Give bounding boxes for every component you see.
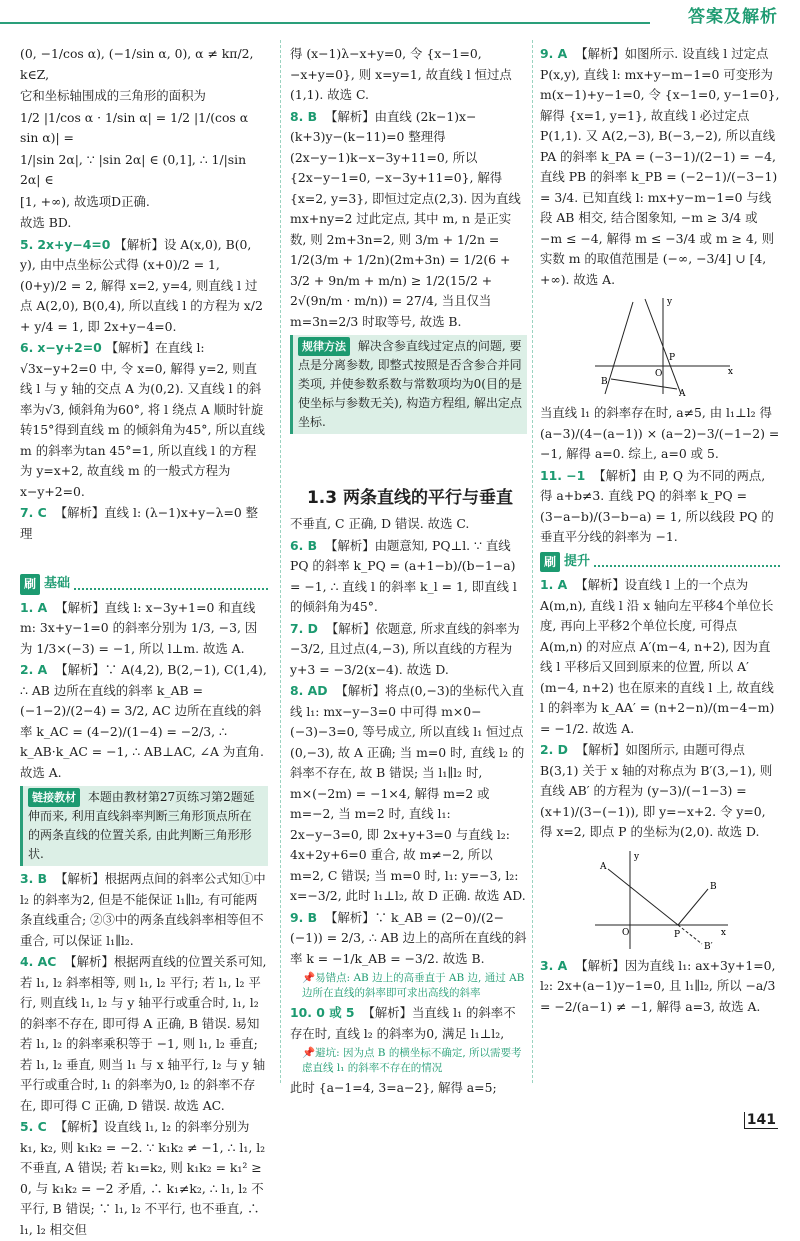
text-line: [1, +∞), 故选项D正确. xyxy=(20,193,150,209)
section-badge: 刷 xyxy=(20,574,40,595)
point-b-prime-label: B′ xyxy=(704,941,713,952)
answer-item-b3 xyxy=(20,869,268,951)
question-number: 10. 0 或 5 xyxy=(290,1005,355,1020)
pitfall-note: 📌避坑: 因为点 B 的横坐标不确定, 所以需要考虑直线 l₁ 的斜率不存在的情况 xyxy=(302,1047,522,1074)
section-title: 1.3 两条直线的平行与垂直 xyxy=(306,488,514,508)
answer-item-b5 xyxy=(20,1117,268,1240)
answer-item-5 xyxy=(20,235,268,338)
question-number: 1. A xyxy=(540,577,568,592)
answer-item-t3 xyxy=(540,956,780,1018)
answer-text: 【解析】如图所示. 设直线 l 过定点 P(x,y), 直线 l: mx+y−m−1=0 可变形为 m(x−1)+y−1=0, 令 {x−1=0, y−1=0}, 解得 {x=1, y=1}, 故直线 l 必过定点 P(1,1). 又 A(2,−3), B(−3,−2), 所以直线 PA 的斜率 k_PA = (−3−1)/(2−1) = −4, 直线 PB 的斜率 k_PB = (−2−1)/(−3−1) = 3/4. 已知直线 l: mx+y−m−1=0 与线段 AB 相交, 结合图象知, −m ≥ 3/4 或 −m ≤ −4, 解得 m ≤ −3/4 或 m ≥ 4, 则实数 m 的取值范围是 (−∞, −3/4] ∪ [4, +∞). 故选 A. xyxy=(540,46,780,287)
answer-item-s9 xyxy=(290,908,527,970)
answer-text: 【解析】由题意知, PQ⊥l. ∵ 直线 PQ 的斜率 k_PQ = (a+1−b)/(b−1−a) = −1, ∴ 直线 l 的斜率 k_l = 1, 即直线 l 的倾斜角为45°. xyxy=(290,537,517,614)
section-advance-header xyxy=(540,552,780,573)
segment-ab xyxy=(611,379,677,389)
point-a-label: A xyxy=(600,861,607,872)
page-number: 141 xyxy=(744,1112,778,1129)
question-number: 9. B xyxy=(290,909,318,925)
question-number: 8. B xyxy=(290,108,318,124)
text-line: 此时 {a−1=4, 3=a−2}, 解得 a=5; xyxy=(290,1080,497,1095)
answer-text: 【解析】设直线 l 上的一个点为 A(m,n), 直线 l 沿 x 轴向左平移4个单位长度, 再向上平移2个单位长度, 可得点 A(m,n) 的对应点 A′(m−4, n+2), 因为直线 l 平移后又回到原来的位置, 所以 A′(m−4, n+2) 也在原来的直线 l 上, 故直线 l 的斜率为 k_AA′ = (n+2−n)/(m−4−m) = −1/2. 故选 A. xyxy=(540,577,775,736)
answer-item-9 xyxy=(540,44,780,290)
answer-item-7 xyxy=(20,503,268,544)
answer-item-b1 xyxy=(20,598,268,660)
box-text: 本题由教材第27页练习第2题延伸而来, 利用直线斜率判断三角形顶点所在的两条直线的位置关系, 由此判断三角形形状. xyxy=(28,790,255,861)
answer-item-6 xyxy=(20,338,268,502)
box-label: 链接教材 xyxy=(28,788,80,807)
question-number: 7. C xyxy=(20,505,47,520)
text-line: 当直线 l₁ 的斜率存在时, a≠5, 由 l₁⊥l₂ 得 (a−3)/(4−(a−1)) × (a−2)−3/(−1−2) = −1, 解得 a=0. 综上, a=0 或 5. xyxy=(540,405,780,461)
answer-item-b2 xyxy=(20,660,268,783)
column-middle-lower xyxy=(290,514,527,1100)
y-label: y xyxy=(634,851,640,862)
answer-text: 【解析】∵ k_AB = (2−0)/(2−(−1)) = 2/3, ∴ AB 边上的高所在直线的斜率 k = −1/k_AB = −3/2. 故选 B. xyxy=(290,909,527,966)
error-note: 📌易错点: AB 边上的高垂直于 AB 边, 通过 AB 边所在直线的斜率即可求出高线的斜率 xyxy=(302,972,525,999)
column-left xyxy=(20,44,268,1241)
column-right xyxy=(540,44,780,1018)
question-number: 2. D xyxy=(540,742,568,757)
question-number: 11. −1 xyxy=(540,467,586,483)
question-number: 1. A xyxy=(20,599,48,615)
section-badge: 刷 xyxy=(540,552,560,573)
text-line: 得 (x−1)λ−x+y=0, 令 {x−1=0, −x+y=0}, 则 x=y=1, 故直线 l 恒过点(1,1). 故选 C. xyxy=(290,46,512,102)
text-line: 故选 BD. xyxy=(20,215,72,230)
header-rule xyxy=(0,22,650,24)
column-divider xyxy=(280,40,281,1083)
box-label: 规律方法 xyxy=(298,337,350,356)
answer-text: 【解析】设 A(x,0), B(0, y), 由中点坐标公式得 (x+0)/2 = 1, (0+y)/2 = 2, 解得 x=2, y=4, 则直线 l 过点 A(2,0), B(0,4), 所以直线 l 的方程为 x/2 + y/4 = 1, 即 2x+y−4=0. xyxy=(20,236,263,334)
answer-text: 【解析】如图所示, 由题可得点 B(3,1) 关于 x 轴的对称点为 B′(3,−1), 则直线 AB′ 的方程为 (y−3)/(−1−3) = (x+1)/(3−(−1)), 即 y=−x+2. 令 y=0, 得 x=2, 即点 P 的坐标为(2,0). 故选 D. xyxy=(540,742,773,839)
point-p-label: P xyxy=(674,929,681,940)
answer-text: 【解析】设直线 l₁, l₂ 的斜率分别为 k₁, k₂, 则 k₁k₂ = −2. ∵ k₁k₂ ≠ −1, ∴ l₁, l₂ 不垂直, A 错误; 若 k₁=k₂, 则 k₁k₂ = k₁² ≥ 0, 与 k₁k₂ = −2 矛盾, ∴ k₁≠k₂, ∴ l₁, l₂ 不平行, B 错误; ∵ l₁, l₂ 不平行, 也不垂直, ∴ l₁, l₂ 相交但 xyxy=(20,1119,266,1237)
box-text: 解决含参直线过定点的问题, 要点是分离参数, 即整式按照是否含参合并同类项, 并使参数系数与常数项均为0(目的是使坐标与参数无关), 构造方程组, 解出定点坐标. xyxy=(298,339,522,429)
column-middle xyxy=(290,44,527,437)
answer-item-s8 xyxy=(290,681,527,907)
textbook-link-box xyxy=(20,786,268,866)
column-divider xyxy=(532,40,533,1083)
answer-item-b4 xyxy=(20,952,268,1116)
answer-text: 【解析】由直线 (2k−1)x−(k+3)y−(k−11)=0 整理得 (2x−y−1)k−x−3y+11=0, 所以 {2x−y−1=0, −x−3y+11=0}, 解得 {x=2, y=3}, 即恒过定点(2,3). 因为直线 mx+ny=2 过此定点, 其中 m, n 是正实数, 则 2m+3n=2, 则 3/m + 1/2n = 1/2(3/m + 1/2n)(2m+3n) = 1/2(6 + 3/2 + 9n/m + m/n) ≥ 1/2(15/2 + 2√(9n/m · m/n)) = 27/4, 当且仅当 m=3n=2/3 时取等号, 故选 B. xyxy=(290,108,521,329)
answer-item-8 xyxy=(290,107,527,333)
ray-ap xyxy=(608,869,678,925)
dotted-rule xyxy=(74,579,268,590)
question-number: 8. AD xyxy=(290,683,328,698)
answer-text: 【解析】将点(0,−3)的坐标代入直线 l₁: mx−y−3=0 中可得 m×0−(−3)−3=0, 等号成立, 所以直线 l₁ 恒过点(0,−3), 故 A 正确; 当 m=0 时, 直线 l₂ 的斜率不存在, 故 B 错误; 当 l₁∥l₂ 时, m×(−2m) = −1×4, 解得 m=2 或 m=−2, 当 m=2 时, 直线 l₁: 2x−y−3=0, 即 2x+y+3=0 与直线 l₂: 4x+2y+6=0 重合, 故 m≠−2, 所以 m=2, C 错误; 当 m=0 时, l₁: y=−3, l₂: x=−3/2, 此时 l₁⊥l₂, 故 D 正确. 故选 AD. xyxy=(290,683,526,903)
question-number: 6. B xyxy=(290,537,318,553)
answer-text: 【解析】由 P, Q 为不同的两点, 得 a+b≠3. 直线 PQ 的斜率 k_PQ = (3−a−b)/(3−b−a) = 1, 所以线段 PQ 的垂直平分线的斜率为 −1. xyxy=(540,467,774,544)
section-label: 提升 xyxy=(564,553,591,569)
answer-value: x−y+2=0 xyxy=(37,340,102,355)
text-line: 不垂直, C 正确, D 错误. 故选 C. xyxy=(290,516,470,531)
question-number: 5. xyxy=(20,236,34,252)
question-number: 5. C xyxy=(20,1119,47,1134)
text-line: 1/2 |1/cos α · 1/sin α| = 1/2 |1/(cos α sin α)| = xyxy=(20,109,249,145)
section-label: 基础 xyxy=(44,576,71,591)
origin-label: O xyxy=(622,927,630,938)
y-label: y xyxy=(667,297,673,307)
dotted-rule xyxy=(594,556,780,567)
point-b-label: B xyxy=(710,881,717,892)
method-box xyxy=(290,335,527,434)
text-line: 1/|sin 2α|, ∵ |sin 2α| ∈ (0,1], ∴ 1/|sin 2α| ∈ xyxy=(20,151,247,187)
header-title: 答案及解析 xyxy=(688,7,778,27)
answer-text: 【解析】根据两点间的斜率公式知①中 l₂ 的斜率为2, 但是不能保证 l₁∥l₂, 有可能两条直线重合; ②③中的两条直线斜率相等但不重合, 可以保证 l₁∥l₂. xyxy=(20,871,266,948)
answer-text: 【解析】当直线 l₁ 的斜率不存在时, 直线 l₂ 的斜率为0, 满足 l₁⊥l₂, xyxy=(290,1005,516,1041)
origin-label: O xyxy=(655,369,663,379)
figure-reflection xyxy=(590,847,730,952)
page-header xyxy=(0,0,800,27)
answer-text: 【解析】直线 l: (λ−1)x+y−λ=0 整理 xyxy=(20,505,259,541)
question-number: 9. A xyxy=(540,46,568,61)
x-label: x xyxy=(720,927,726,938)
answer-text: 【解析】根据两直线的位置关系可知, 若 l₁, l₂ 斜率相等, 则 l₁, l₂ 平行; 若 l₁, l₂ 平行, 则直线 l₁, l₂ 与 y 轴平行或重合时, l₁, l₂ 的斜率不存在, 即可得 A 正确, B 错误. 易知若 l₁, l₂ 的斜率乘积等于 −1, 则 l₁, l₂ 垂直; 若 l₁, l₂ 垂直, 则当 l₁ 与 x 轴平行, l₂ 与 y 轴平行或重合时, l₁ 的斜率为0, l₂ 的斜率不存在, 即可得 C 正确, D 错误. 故选 AC. xyxy=(20,954,267,1113)
answer-text: 【解析】依题意, 所求直线的斜率为 −3/2, 且过点(4,−3), 所以直线的方程为 y+3 = −3/2(x−4). 故选 D. xyxy=(290,620,520,677)
answer-item-t1 xyxy=(540,575,780,739)
section-basics-header xyxy=(20,574,268,595)
question-number: 7. D xyxy=(290,620,318,636)
question-number: 3. A xyxy=(540,957,568,973)
answer-item-s10 xyxy=(290,1003,527,1044)
point-b-label: B xyxy=(601,377,608,387)
question-number: 6. xyxy=(20,340,34,355)
answer-item-t2 xyxy=(540,740,780,843)
answer-item-s7 xyxy=(290,619,527,681)
text-line: (0, −1/cos α), (−1/sin α, 0), α ≠ kπ/2, k∈Z, xyxy=(20,46,254,82)
answer-item-s6 xyxy=(290,536,527,618)
question-number: 4. AC xyxy=(20,954,57,969)
answer-text: 【解析】直线 l: x−3y+1=0 和直线 m: 3x+y−1=0 的斜率分别为 1/3, −3, 因为 1/3×(−3) = −1, 所以 l⊥m. 故选 A. xyxy=(20,599,258,656)
ray-pb xyxy=(678,889,708,925)
ray-pb-prime xyxy=(678,925,702,944)
question-number: 3. B xyxy=(20,871,48,886)
point-a-label: A xyxy=(679,389,686,399)
answer-text: 【解析】∵ A(4,2), B(2,−1), C(1,4), ∴ AB 边所在直线的斜率 k_AB = (−1−2)/(2−4) = 3/2, AC 边所在直线的斜率 k_AC = (4−2)/(1−4) = −2/3, ∴ k_AB·k_AC = −1, ∴ AB⊥AC, ∠A 为直角. 故选 A. xyxy=(20,662,267,780)
text-line: 它和坐标轴围成的三角形的面积为 xyxy=(20,88,206,103)
figure-line-through-p xyxy=(585,294,735,399)
question-number: 2. A xyxy=(20,662,48,677)
x-label: x xyxy=(727,367,733,377)
answer-text: 【解析】在直线 l: √3x−y+2=0 中, 令 x=0, 解得 y=2, 则直线 l 与 y 轴的交点 A 为(0,2). 又直线 l 的斜率为√3, 倾斜角为60°, 将 l 绕点 A 顺时针旋转15°得到直线 m 的倾斜角为45°, 所以直线 m 的斜率为tan 45°=1, 所以直线 l 的方程为 y=x+2, 故直线 m 的一般式方程为 x−y+2=0. xyxy=(20,340,265,499)
answer-value: 2x+y−4=0 xyxy=(37,236,111,252)
answer-item-s11 xyxy=(540,466,780,548)
answer-text: 【解析】因为直线 l₁: ax+3y+1=0, l₂: 2x+(a−1)y−1=0, 且 l₁∥l₂, 所以 −a/3 = −2/(a−1) ≠ −1, 解得 a=3, 故选 A. xyxy=(540,957,776,1014)
point-p-label: P xyxy=(669,353,676,363)
